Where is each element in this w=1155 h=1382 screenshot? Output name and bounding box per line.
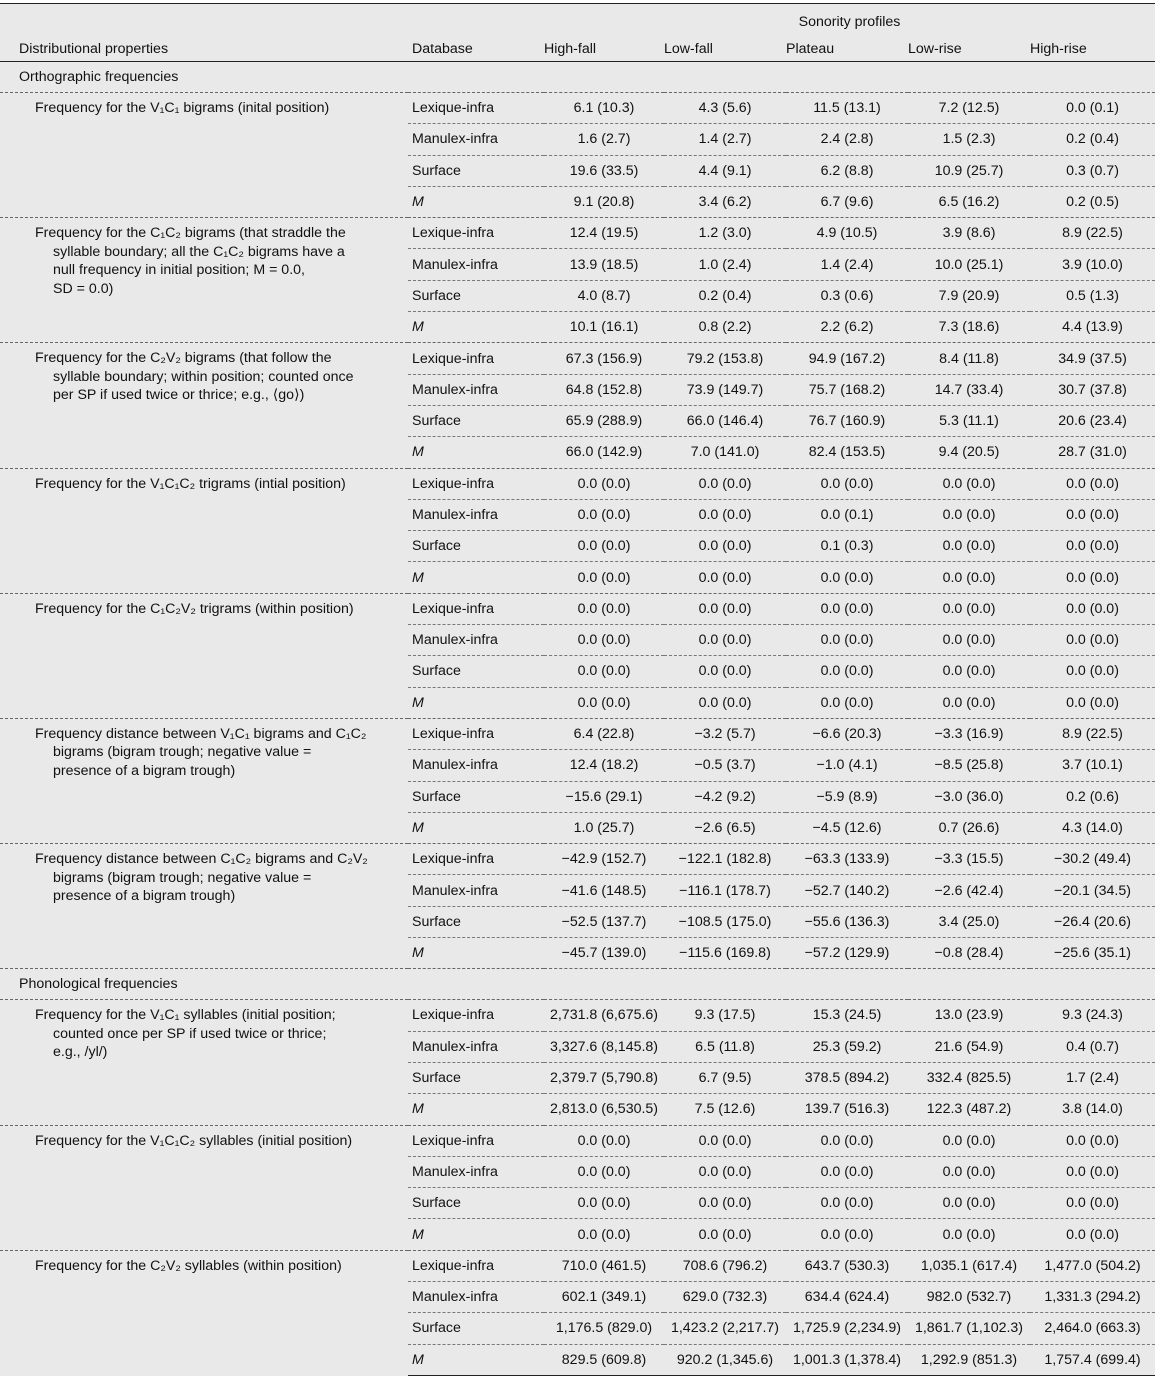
value-cell: 1,861.7 (1,102.3) (908, 1313, 1030, 1344)
value-cell: 2,731.8 (6,675.6) (544, 1000, 664, 1031)
value-cell: 982.0 (532.7) (908, 1281, 1030, 1312)
value-cell: 0.0 (0.0) (544, 687, 664, 718)
value-cell: −1.0 (4.1) (786, 750, 908, 781)
value-cell: 0.4 (0.7) (1030, 1031, 1155, 1062)
property-line: presence of a bigram trough) (53, 762, 236, 779)
value-cell: −25.6 (35.1) (1030, 938, 1155, 969)
database-cell: M (408, 938, 544, 969)
value-cell: 0.0 (0.0) (786, 1219, 908, 1250)
value-cell: −52.7 (140.2) (786, 875, 908, 906)
value-cell: 0.0 (0.0) (664, 562, 786, 593)
value-cell: 0.2 (0.6) (1030, 781, 1155, 812)
database-cell: M (408, 312, 544, 343)
value-cell: 1.4 (2.7) (664, 124, 786, 155)
value-cell: 1.7 (2.4) (1030, 1062, 1155, 1093)
value-cell: 122.3 (487.2) (908, 1094, 1030, 1125)
database-cell: Surface (408, 1062, 544, 1093)
value-cell: 1,423.2 (2,217.7) (664, 1313, 786, 1344)
value-cell: 0.0 (0.0) (908, 1188, 1030, 1219)
property-line: Frequency for the V₁C₁C₂ syllables (initial position) (35, 1132, 353, 1149)
database-heading: Database (408, 33, 544, 62)
value-cell: 4.3 (5.6) (664, 93, 786, 124)
value-cell: 1.0 (25.7) (544, 812, 664, 843)
profile-heading-plateau: Plateau (786, 33, 908, 62)
value-cell: 0.0 (0.0) (544, 625, 664, 656)
value-cell: 3.7 (10.1) (1030, 750, 1155, 781)
value-cell: 13.0 (23.9) (908, 1000, 1030, 1031)
value-cell: 10.0 (25.1) (908, 249, 1030, 280)
property-line: bigrams (bigram trough; negative value = (53, 744, 312, 761)
property-line: Frequency for the C₂V₂ bigrams (that follow the (35, 350, 332, 367)
value-cell: 10.1 (16.1) (544, 312, 664, 343)
value-cell: 1.2 (3.0) (664, 218, 786, 249)
value-cell: 0.0 (0.0) (664, 1188, 786, 1219)
value-cell: 21.6 (54.9) (908, 1031, 1030, 1062)
database-cell: Lexique-infra (408, 1000, 544, 1031)
value-cell: 0.0 (0.0) (544, 1219, 664, 1250)
value-cell: 12.4 (18.2) (544, 750, 664, 781)
value-cell: 3.9 (8.6) (908, 218, 1030, 249)
value-cell: 4.9 (10.5) (786, 218, 908, 249)
value-cell: 3.9 (10.0) (1030, 249, 1155, 280)
database-cell: Surface (408, 1313, 544, 1344)
value-cell: 1,176.5 (829.0) (544, 1313, 664, 1344)
value-cell: −2.6 (6.5) (664, 812, 786, 843)
value-cell: 0.0 (0.0) (786, 687, 908, 718)
value-cell: 1.0 (2.4) (664, 249, 786, 280)
value-cell: −4.5 (12.6) (786, 812, 908, 843)
database-cell: M (408, 1094, 544, 1125)
database-cell: Manulex-infra (408, 499, 544, 530)
database-cell: Surface (408, 155, 544, 186)
section-heading-row (0, 969, 1155, 1000)
value-cell: 332.4 (825.5) (908, 1062, 1030, 1093)
database-cell: Surface (408, 280, 544, 311)
value-cell: 6.2 (8.8) (786, 155, 908, 186)
value-cell: 0.0 (0.0) (664, 1125, 786, 1156)
value-cell: 0.0 (0.0) (908, 593, 1030, 624)
value-cell: −3.0 (36.0) (908, 781, 1030, 812)
value-cell: 829.5 (609.8) (544, 1344, 664, 1375)
value-cell: 0.0 (0.0) (544, 562, 664, 593)
value-cell: 710.0 (461.5) (544, 1250, 664, 1281)
value-cell: 1,001.3 (1,378.4) (786, 1344, 908, 1375)
property-description (0, 343, 408, 468)
section-heading-row (0, 62, 1155, 93)
database-cell: M (408, 1344, 544, 1375)
value-cell: 0.0 (0.0) (1030, 593, 1155, 624)
value-cell: 6.5 (11.8) (664, 1031, 786, 1062)
value-cell: 0.3 (0.6) (786, 280, 908, 311)
property-description (0, 218, 408, 343)
value-cell: 79.2 (153.8) (664, 343, 786, 374)
value-cell: 2,464.0 (663.3) (1030, 1313, 1155, 1344)
value-cell: 0.0 (0.0) (544, 531, 664, 562)
value-cell: −3.3 (16.9) (908, 718, 1030, 749)
database-cell: Surface (408, 656, 544, 687)
table-row (0, 844, 1155, 875)
database-cell: Manulex-infra (408, 625, 544, 656)
value-cell: −20.1 (34.5) (1030, 875, 1155, 906)
value-cell: 7.5 (12.6) (664, 1094, 786, 1125)
property-line: null frequency in initial position; M = 0.0, (53, 262, 305, 279)
value-cell: 708.6 (796.2) (664, 1250, 786, 1281)
value-cell: 0.0 (0.0) (664, 625, 786, 656)
value-cell: 0.7 (26.6) (908, 812, 1030, 843)
profile-heading-high-rise: High-rise (1030, 33, 1155, 62)
value-cell: −4.2 (9.2) (664, 781, 786, 812)
value-cell: 12.4 (19.5) (544, 218, 664, 249)
value-cell: 20.6 (23.4) (1030, 405, 1155, 436)
database-cell: Surface (408, 906, 544, 937)
value-cell: −42.9 (152.7) (544, 844, 664, 875)
value-cell: 6.4 (22.8) (544, 718, 664, 749)
value-cell: 0.0 (0.0) (908, 656, 1030, 687)
value-cell: 634.4 (624.4) (786, 1281, 908, 1312)
table-row (0, 593, 1155, 624)
value-cell: 8.9 (22.5) (1030, 218, 1155, 249)
database-cell: M (408, 186, 544, 217)
table-row (0, 1125, 1155, 1156)
value-cell: 0.0 (0.0) (786, 625, 908, 656)
value-cell: 1.4 (2.4) (786, 249, 908, 280)
value-cell: 2.2 (6.2) (786, 312, 908, 343)
value-cell: 0.0 (0.0) (1030, 468, 1155, 499)
value-cell: 8.9 (22.5) (1030, 718, 1155, 749)
value-cell: 0.0 (0.0) (786, 468, 908, 499)
database-cell: M (408, 812, 544, 843)
property-line: SD = 0.0) (53, 280, 114, 297)
database-cell: Lexique-infra (408, 1125, 544, 1156)
value-cell: 0.2 (0.4) (1030, 124, 1155, 155)
table-row (0, 218, 1155, 249)
database-cell: Manulex-infra (408, 875, 544, 906)
value-cell: 2.4 (2.8) (786, 124, 908, 155)
value-cell: 0.0 (0.0) (1030, 562, 1155, 593)
profile-heading-low-fall: Low-fall (664, 33, 786, 62)
property-line: per SP if used twice or thrice; e.g., ⟨go⟩) (53, 387, 305, 404)
value-cell: 2,379.7 (5,790.8) (544, 1062, 664, 1093)
property-line: Frequency for the C₂V₂ syllables (within position) (35, 1257, 342, 1274)
property-description (0, 1125, 408, 1250)
value-cell: 0.0 (0.0) (786, 562, 908, 593)
value-cell: 0.2 (0.5) (1030, 186, 1155, 217)
value-cell: 378.5 (894.2) (786, 1062, 908, 1093)
database-cell: Lexique-infra (408, 1250, 544, 1281)
value-cell: 9.3 (17.5) (664, 1000, 786, 1031)
value-cell: −2.6 (42.4) (908, 875, 1030, 906)
section-title: Orthographic frequencies (19, 69, 179, 85)
database-cell: Surface (408, 1188, 544, 1219)
value-cell: 0.0 (0.1) (786, 499, 908, 530)
value-cell: 34.9 (37.5) (1030, 343, 1155, 374)
value-cell: 7.3 (18.6) (908, 312, 1030, 343)
value-cell: 0.0 (0.0) (1030, 531, 1155, 562)
database-cell: Surface (408, 405, 544, 436)
property-line: Frequency for the V₁C₁ syllables (initial position; (35, 1007, 336, 1024)
value-cell: 643.7 (530.3) (786, 1250, 908, 1281)
table-row (0, 343, 1155, 374)
database-cell: M (408, 437, 544, 468)
profile-heading-low-rise: Low-rise (908, 33, 1030, 62)
value-cell: 8.4 (11.8) (908, 343, 1030, 374)
distributional-properties-heading: Distributional properties (0, 33, 408, 62)
value-cell: 9.4 (20.5) (908, 437, 1030, 468)
database-cell: Manulex-infra (408, 1281, 544, 1312)
value-cell: −115.6 (169.8) (664, 938, 786, 969)
value-cell: 0.0 (0.0) (908, 468, 1030, 499)
value-cell: 2,813.0 (6,530.5) (544, 1094, 664, 1125)
value-cell: −30.2 (49.4) (1030, 844, 1155, 875)
database-cell: M (408, 1219, 544, 1250)
value-cell: 7.2 (12.5) (908, 93, 1030, 124)
table-body (0, 62, 1155, 1376)
value-cell: 7.0 (141.0) (664, 437, 786, 468)
database-cell: Surface (408, 531, 544, 562)
value-cell: 82.4 (153.5) (786, 437, 908, 468)
value-cell: 0.0 (0.0) (664, 1219, 786, 1250)
property-line: Frequency for the V₁C₁C₂ trigrams (intial position) (35, 475, 346, 492)
value-cell: −63.3 (133.9) (786, 844, 908, 875)
value-cell: −116.1 (178.7) (664, 875, 786, 906)
property-line: bigrams (bigram trough; negative value = (53, 869, 312, 886)
property-line: Frequency for the C₁C₂V₂ trigrams (within position) (35, 600, 354, 617)
value-cell: −15.6 (29.1) (544, 781, 664, 812)
value-cell: −3.2 (5.7) (664, 718, 786, 749)
value-cell: 4.4 (9.1) (664, 155, 786, 186)
database-cell: Manulex-infra (408, 1156, 544, 1187)
value-cell: 10.9 (25.7) (908, 155, 1030, 186)
value-cell: −0.8 (28.4) (908, 938, 1030, 969)
value-cell: 15.3 (24.5) (786, 1000, 908, 1031)
value-cell: −26.4 (20.6) (1030, 906, 1155, 937)
value-cell: 0.0 (0.0) (908, 625, 1030, 656)
value-cell: −122.1 (182.8) (664, 844, 786, 875)
database-cell: M (408, 687, 544, 718)
value-cell: 6.7 (9.6) (786, 186, 908, 217)
value-cell: 9.3 (24.3) (1030, 1000, 1155, 1031)
property-description (0, 718, 408, 843)
property-description (0, 1000, 408, 1125)
value-cell: 0.3 (0.7) (1030, 155, 1155, 186)
value-cell: −45.7 (139.0) (544, 938, 664, 969)
value-cell: −5.9 (8.9) (786, 781, 908, 812)
value-cell: 66.0 (146.4) (664, 405, 786, 436)
property-line: Frequency for the C₁C₂ bigrams (that straddle the (35, 225, 346, 242)
database-cell: Lexique-infra (408, 718, 544, 749)
value-cell: −8.5 (25.8) (908, 750, 1030, 781)
table-row (0, 718, 1155, 749)
database-cell: Manulex-infra (408, 750, 544, 781)
value-cell: 0.0 (0.0) (664, 468, 786, 499)
value-cell: 0.0 (0.0) (1030, 687, 1155, 718)
property-description (0, 1250, 408, 1375)
table-row (0, 1250, 1155, 1281)
value-cell: 0.0 (0.0) (664, 1156, 786, 1187)
value-cell: 0.0 (0.0) (1030, 1125, 1155, 1156)
value-cell: 1,292.9 (851.3) (908, 1344, 1030, 1375)
value-cell: 0.0 (0.0) (786, 1125, 908, 1156)
value-cell: 0.0 (0.0) (908, 531, 1030, 562)
database-cell: Manulex-infra (408, 124, 544, 155)
value-cell: 4.0 (8.7) (544, 280, 664, 311)
value-cell: 920.2 (1,345.6) (664, 1344, 786, 1375)
value-cell: 6.7 (9.5) (664, 1062, 786, 1093)
value-cell: 25.3 (59.2) (786, 1031, 908, 1062)
value-cell: 0.0 (0.0) (1030, 656, 1155, 687)
profile-heading-high-fall: High-fall (544, 33, 664, 62)
sonority-profiles-heading: Sonority profiles (544, 4, 1155, 33)
value-cell: 0.0 (0.0) (908, 687, 1030, 718)
value-cell: 11.5 (13.1) (786, 93, 908, 124)
database-cell: M (408, 562, 544, 593)
value-cell: 0.1 (0.3) (786, 531, 908, 562)
value-cell: 0.0 (0.0) (544, 1125, 664, 1156)
value-cell: 1.6 (2.7) (544, 124, 664, 155)
value-cell: 94.9 (167.2) (786, 343, 908, 374)
database-cell: Manulex-infra (408, 249, 544, 280)
value-cell: 0.0 (0.0) (544, 468, 664, 499)
value-cell: 0.0 (0.0) (908, 1219, 1030, 1250)
property-description (0, 93, 408, 218)
property-description (0, 593, 408, 718)
value-cell: −6.6 (20.3) (786, 718, 908, 749)
value-cell: 14.7 (33.4) (908, 374, 1030, 405)
table-row (0, 1000, 1155, 1031)
property-line: presence of a bigram trough) (53, 888, 236, 905)
property-line: syllable boundary; all the C₁C₂ bigrams have a (53, 243, 345, 260)
value-cell: 5.3 (11.1) (908, 405, 1030, 436)
value-cell: 76.7 (160.9) (786, 405, 908, 436)
value-cell: −57.2 (129.9) (786, 938, 908, 969)
database-cell: Lexique-infra (408, 844, 544, 875)
value-cell: 0.0 (0.0) (664, 531, 786, 562)
value-cell: 4.4 (13.9) (1030, 312, 1155, 343)
value-cell: 4.3 (14.0) (1030, 812, 1155, 843)
value-cell: 6.1 (10.3) (544, 93, 664, 124)
value-cell: 0.0 (0.0) (1030, 499, 1155, 530)
database-cell: Manulex-infra (408, 374, 544, 405)
value-cell: 0.0 (0.0) (786, 656, 908, 687)
value-cell: 0.0 (0.0) (786, 1156, 908, 1187)
table-row (0, 468, 1155, 499)
value-cell: 75.7 (168.2) (786, 374, 908, 405)
value-cell: 0.0 (0.0) (544, 656, 664, 687)
value-cell: 67.3 (156.9) (544, 343, 664, 374)
value-cell: 73.9 (149.7) (664, 374, 786, 405)
value-cell: 1.5 (2.3) (908, 124, 1030, 155)
value-cell: −108.5 (175.0) (664, 906, 786, 937)
value-cell: 9.1 (20.8) (544, 186, 664, 217)
value-cell: 13.9 (18.5) (544, 249, 664, 280)
value-cell: 7.9 (20.9) (908, 280, 1030, 311)
value-cell: 0.0 (0.0) (544, 1156, 664, 1187)
value-cell: −3.3 (15.5) (908, 844, 1030, 875)
database-cell: Lexique-infra (408, 468, 544, 499)
table-header (0, 4, 1155, 62)
value-cell: 0.0 (0.0) (786, 1188, 908, 1219)
section-title: Phonological frequencies (0, 969, 1155, 1000)
value-cell: 0.0 (0.0) (544, 593, 664, 624)
value-cell: 0.5 (1.3) (1030, 280, 1155, 311)
value-cell: 0.0 (0.0) (664, 499, 786, 530)
value-cell: 64.8 (152.8) (544, 374, 664, 405)
value-cell: 602.1 (349.1) (544, 1281, 664, 1312)
value-cell: 19.6 (33.5) (544, 155, 664, 186)
database-cell: Surface (408, 781, 544, 812)
value-cell: 0.0 (0.0) (664, 656, 786, 687)
value-cell: 0.0 (0.0) (664, 593, 786, 624)
value-cell: 65.9 (288.9) (544, 405, 664, 436)
value-cell: 139.7 (516.3) (786, 1094, 908, 1125)
value-cell: −55.6 (136.3) (786, 906, 908, 937)
value-cell: 0.0 (0.0) (544, 1188, 664, 1219)
database-cell: Lexique-infra (408, 343, 544, 374)
value-cell: 0.0 (0.0) (1030, 1219, 1155, 1250)
database-cell: Lexique-infra (408, 593, 544, 624)
value-cell: 0.2 (0.4) (664, 280, 786, 311)
value-cell: 1,725.9 (2,234.9) (786, 1313, 908, 1344)
table-row (0, 93, 1155, 124)
property-description (0, 468, 408, 593)
value-cell: −41.6 (148.5) (544, 875, 664, 906)
property-line: counted once per SP if used twice or thrice; (53, 1025, 327, 1042)
value-cell: 0.0 (0.0) (664, 687, 786, 718)
value-cell: 1,757.4 (699.4) (1030, 1344, 1155, 1375)
value-cell: −52.5 (137.7) (544, 906, 664, 937)
value-cell: 3.4 (25.0) (908, 906, 1030, 937)
value-cell: 1,477.0 (504.2) (1030, 1250, 1155, 1281)
value-cell: 6.5 (16.2) (908, 186, 1030, 217)
value-cell: 0.0 (0.0) (908, 499, 1030, 530)
value-cell: 0.0 (0.0) (908, 562, 1030, 593)
property-description (0, 844, 408, 969)
value-cell: 30.7 (37.8) (1030, 374, 1155, 405)
value-cell: 0.0 (0.0) (908, 1156, 1030, 1187)
value-cell: 3.4 (6.2) (664, 186, 786, 217)
value-cell: 0.0 (0.1) (1030, 93, 1155, 124)
database-cell: Lexique-infra (408, 218, 544, 249)
value-cell: 0.0 (0.0) (1030, 1156, 1155, 1187)
value-cell: 3.8 (14.0) (1030, 1094, 1155, 1125)
value-cell: 3,327.6 (8,145.8) (544, 1031, 664, 1062)
value-cell: 28.7 (31.0) (1030, 437, 1155, 468)
value-cell: 0.0 (0.0) (1030, 1188, 1155, 1219)
property-line: Frequency distance between V₁C₁ bigrams and C₁C₂ (35, 725, 367, 742)
value-cell: 0.8 (2.2) (664, 312, 786, 343)
value-cell: 0.0 (0.0) (1030, 625, 1155, 656)
property-line: Frequency for the V₁C₁ bigrams (inital position) (35, 100, 330, 116)
property-line: e.g., /yl/) (53, 1044, 108, 1061)
database-cell: Lexique-infra (408, 93, 544, 124)
property-line: Frequency distance between C₁C₂ bigrams and C₂V₂ (35, 851, 368, 868)
value-cell: −0.5 (3.7) (664, 750, 786, 781)
value-cell: 0.0 (0.0) (908, 1125, 1030, 1156)
value-cell: 1,331.3 (294.2) (1030, 1281, 1155, 1312)
value-cell: 66.0 (142.9) (544, 437, 664, 468)
value-cell: 629.0 (732.3) (664, 1281, 786, 1312)
value-cell: 1,035.1 (617.4) (908, 1250, 1030, 1281)
value-cell: 0.0 (0.0) (544, 499, 664, 530)
value-cell: 0.0 (0.0) (786, 593, 908, 624)
distributional-properties-table (0, 3, 1155, 1376)
property-line: syllable boundary; within position; counted once (53, 368, 354, 385)
database-cell: Manulex-infra (408, 1031, 544, 1062)
